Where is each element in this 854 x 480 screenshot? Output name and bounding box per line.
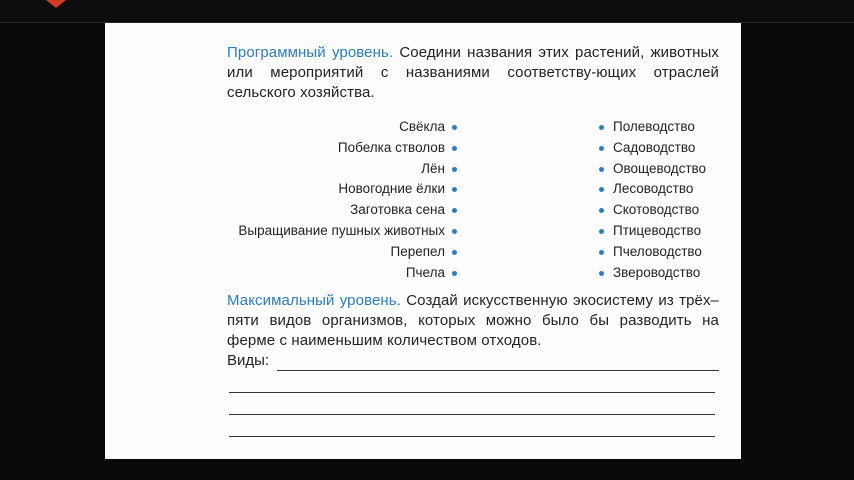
left-item-label: Побелка стволов	[337, 139, 445, 155]
right-connector-dot-icon[interactable]	[599, 271, 604, 276]
bottom-dark-margin	[105, 459, 741, 480]
top-bar-text	[704, 3, 844, 13]
answer-line[interactable]	[229, 415, 715, 437]
right-item-label: Полеводство	[613, 119, 695, 134]
textbook-page	[105, 23, 741, 459]
left-dark-margin	[0, 23, 105, 480]
right-connector-dot-icon[interactable]	[599, 187, 604, 192]
left-item[interactable]	[227, 263, 459, 284]
right-connector-dot-icon[interactable]	[599, 125, 604, 130]
right-item-label: Птицеводство	[613, 222, 702, 238]
red-triangle-logo-icon[interactable]	[46, 0, 66, 8]
left-item[interactable]	[227, 242, 459, 263]
task-level-label: Программный уровень.	[227, 44, 394, 61]
right-item-label: Скотоводство	[613, 202, 700, 218]
right-item-label: Лесоводство	[613, 181, 694, 197]
left-item[interactable]	[227, 117, 459, 138]
left-item[interactable]	[227, 200, 459, 221]
top-bar	[0, 0, 854, 23]
left-item[interactable]	[227, 159, 459, 180]
right-connector-dot-icon[interactable]	[599, 146, 604, 151]
left-item-label: Лён	[421, 160, 445, 176]
right-item[interactable]	[599, 200, 724, 221]
right-item[interactable]	[599, 242, 724, 263]
right-item[interactable]	[599, 117, 724, 138]
task-programmatic	[227, 43, 719, 103]
left-connector-dot-icon[interactable]	[452, 146, 457, 151]
matching-exercise	[227, 117, 719, 283]
right-item-label: Звероводство	[613, 264, 701, 280]
left-item-label: Заготовка сена	[350, 202, 445, 218]
species-answer-row	[227, 351, 719, 371]
right-connector-dot-icon[interactable]	[599, 250, 604, 255]
left-connector-dot-icon[interactable]	[452, 250, 457, 255]
left-item-label: Пчела	[405, 264, 445, 280]
species-answer-line[interactable]	[277, 354, 719, 371]
left-item-label: Перепел	[390, 243, 445, 259]
right-connector-dot-icon[interactable]	[599, 208, 604, 213]
left-item[interactable]	[227, 138, 459, 159]
right-connector-dot-icon[interactable]	[599, 167, 604, 172]
left-connector-dot-icon[interactable]	[452, 271, 457, 276]
task-level-label: Максимальный уровень.	[227, 292, 401, 309]
left-item[interactable]	[227, 179, 459, 200]
right-item[interactable]	[599, 138, 724, 159]
right-item-label: Пчеловодство	[613, 243, 702, 259]
matching-right-column	[599, 117, 724, 283]
matching-left-column	[227, 117, 459, 283]
task-text: Соедини названия этих растений, животных или мероприятий с названиями соответству-ющих отраслей сельского хозяйства.	[227, 44, 719, 101]
left-item[interactable]	[227, 221, 459, 242]
page-content	[227, 43, 719, 437]
right-item[interactable]	[599, 179, 724, 200]
right-connector-dot-icon[interactable]	[599, 229, 604, 234]
right-dark-margin	[741, 23, 854, 480]
left-item-label: Выращивание пушных животных	[238, 222, 445, 238]
task-maximal	[227, 291, 719, 351]
answer-line[interactable]	[229, 371, 715, 393]
right-item-label: Овощеводство	[613, 160, 707, 176]
right-item[interactable]	[599, 221, 724, 242]
right-item-label: Садоводство	[613, 139, 696, 155]
task-text: Создай искусственную экосистему из трёх–пяти видов организмов, которых можно было бы разводить на ферме с наименьшим количеством отходов.	[227, 292, 719, 349]
left-connector-dot-icon[interactable]	[452, 125, 457, 130]
left-connector-dot-icon[interactable]	[452, 167, 457, 172]
left-item-label: Свёкла	[399, 119, 445, 134]
left-item-label: Новогодние ёлки	[338, 181, 445, 197]
right-item[interactable]	[599, 159, 724, 180]
answer-line[interactable]	[229, 393, 715, 415]
left-connector-dot-icon[interactable]	[452, 187, 457, 192]
right-item[interactable]	[599, 263, 724, 284]
left-connector-dot-icon[interactable]	[452, 229, 457, 234]
left-connector-dot-icon[interactable]	[452, 208, 457, 213]
species-label: Виды:	[227, 352, 270, 369]
